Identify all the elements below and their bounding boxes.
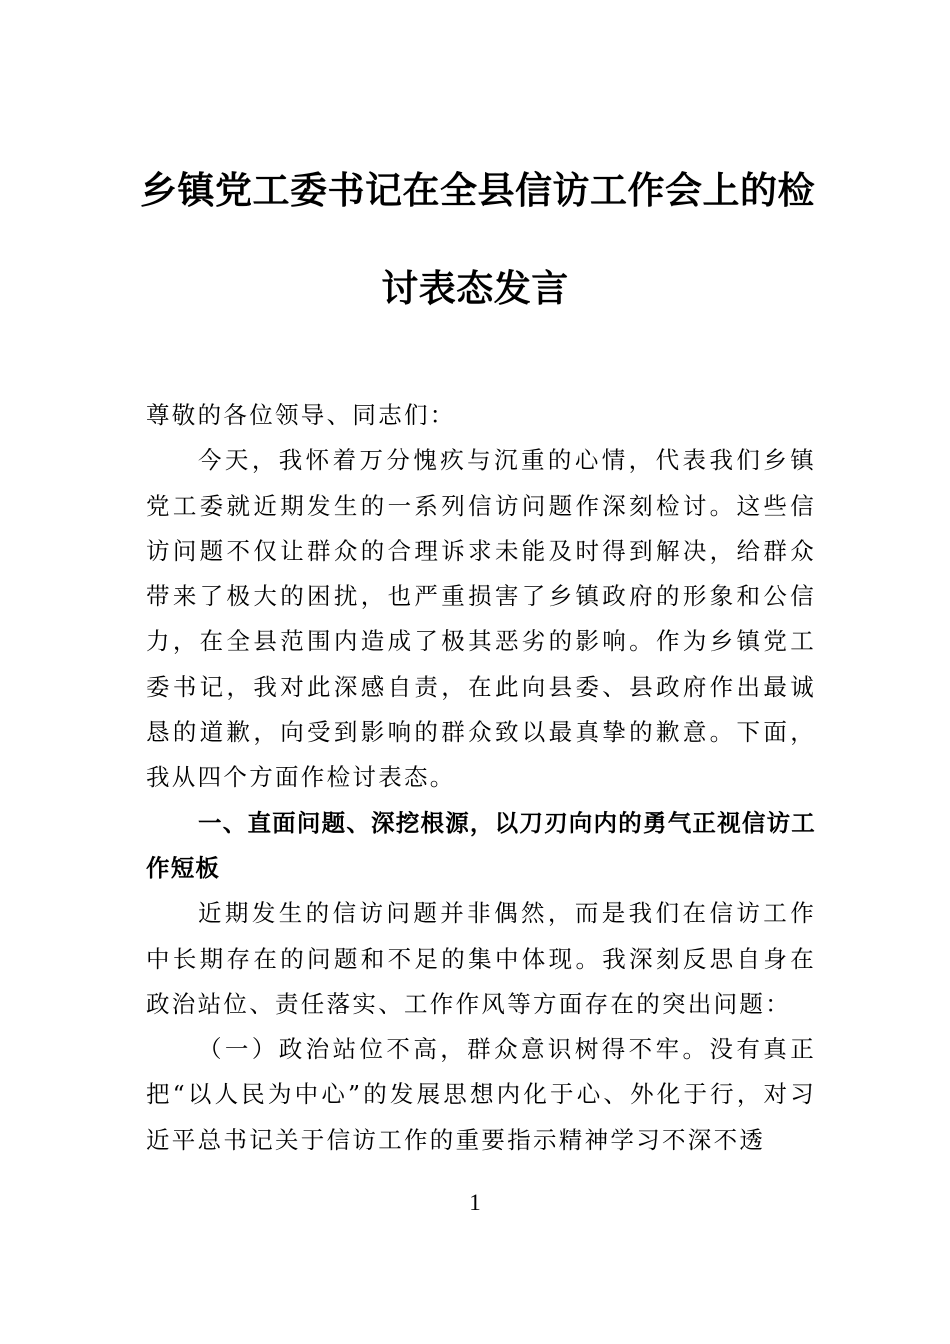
paragraph-section-1: 近期发生的信访问题并非偶然，而是我们在信访工作中长期存在的问题和不足的集中体现。我深刻反思自身在政治站位、责任落实、工作作风等方面存在的突出问题：: [146, 899, 816, 1018]
paragraph-subsection-1: [146, 1027, 816, 1163]
document-body: [146, 393, 816, 1163]
page-number: 1: [469, 1190, 481, 1215]
subsection-1-label: （一）政治站位不高，群众意识树得不牢。: [198, 1035, 710, 1064]
document-title-line-2: 讨表态发言: [381, 266, 569, 310]
document-title-line-1: 乡镇党工委书记在全县信访工作会上的检: [140, 168, 815, 212]
section-heading-1: 一、直面问题、深挖根源，以刀刃向内的勇气正视信访工作短板: [146, 808, 816, 882]
salutation: 尊敬的各位领导、同志们：: [146, 401, 456, 429]
paragraph-intro: 今天，我怀着万分愧疚与沉重的心情，代表我们乡镇党工委就近期发生的一系列信访问题作深刻检讨。这些信访问题不仅让群众的合理诉求未能及时得到解决，给群众带来了极大的困扰，也严重损害了乡镇政府的形象和公信力，在全县范围内造成了极其恶劣的影响。作为乡镇党工委书记，我对此深感自责，在此向县委、县政府作出最诚恳的道歉，向受到影响的群众致以最真挚的歉意。下面，我从四个方面作检讨表态。: [146, 446, 816, 792]
subsection-1-text: 没有真正把“以人民为中心”的发展思想内化于心、外化于行，对习近平总书记关于信访工作的重要指示精神学习不深不透: [146, 1035, 817, 1154]
